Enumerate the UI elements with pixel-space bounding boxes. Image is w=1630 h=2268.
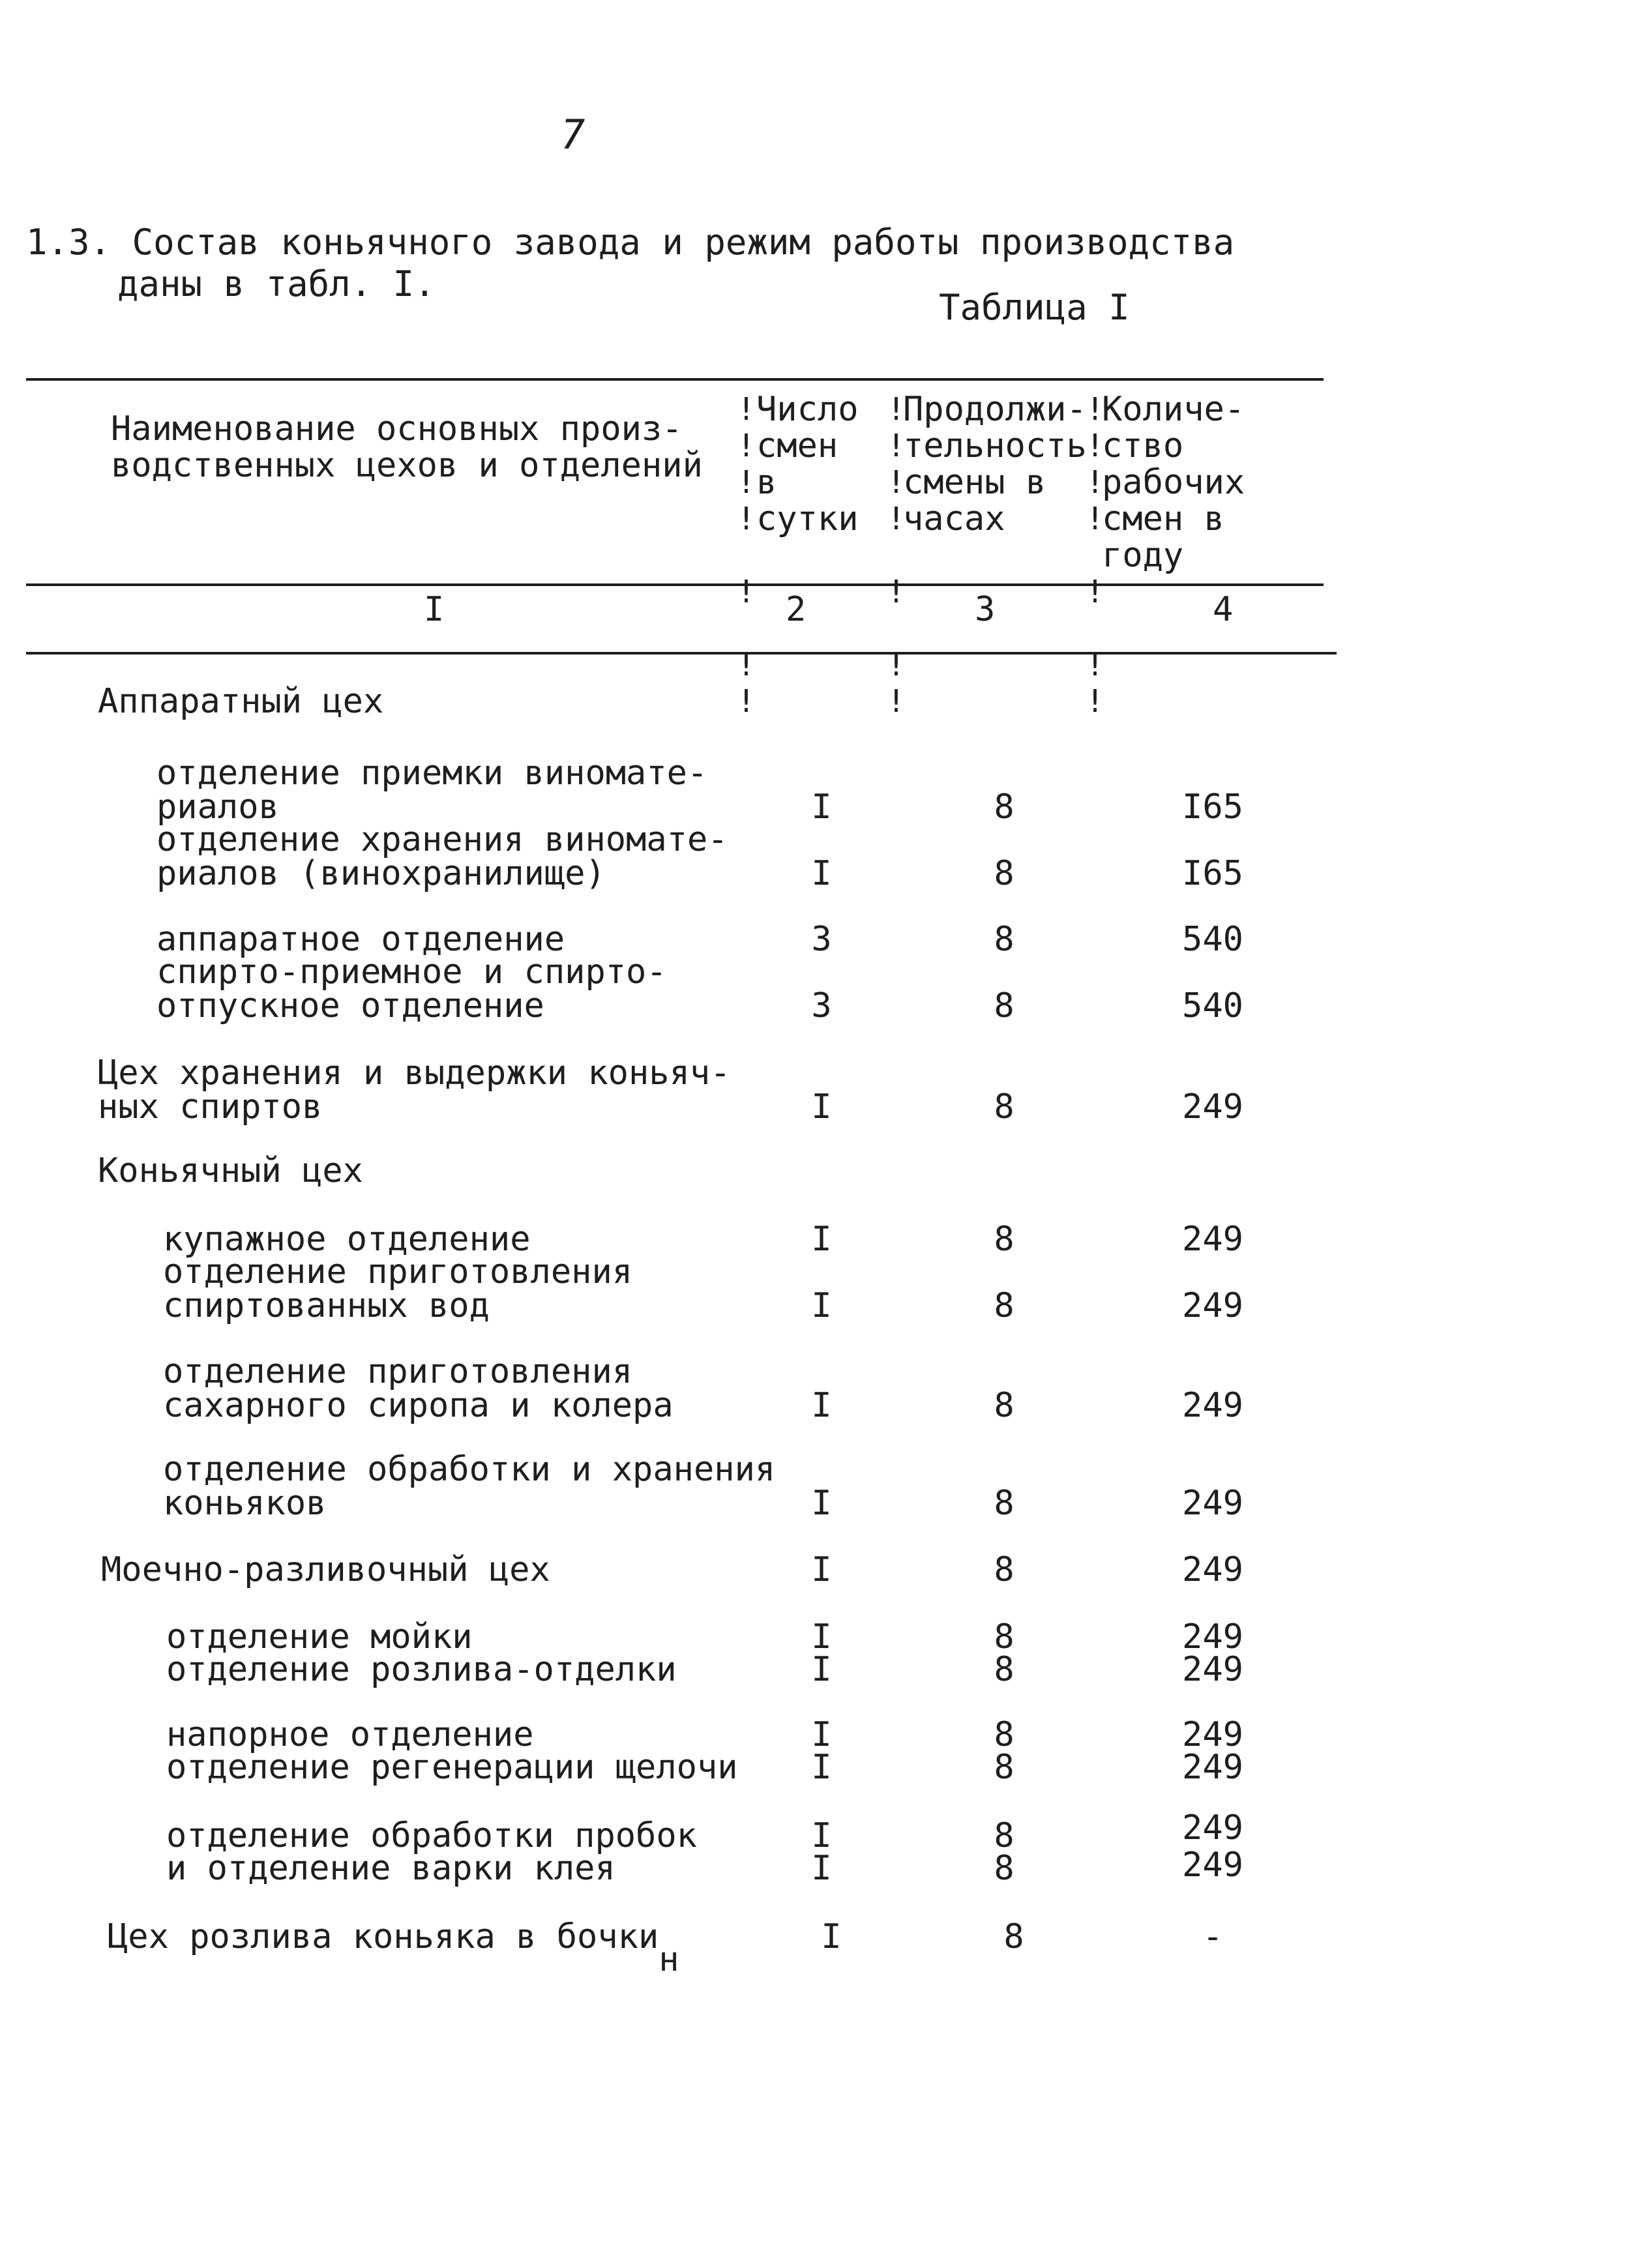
- table-cell-hours: 8: [994, 1286, 1015, 1325]
- table-cell-hours: 8: [994, 1220, 1015, 1259]
- column-separator: ! ! ! ! ! ! !: [1086, 391, 1104, 720]
- table-row-name: спирто-приемное и спирто- отпускное отделение: [156, 952, 667, 1025]
- table-cell-days: 249: [1182, 1550, 1243, 1589]
- table-row-name: отделение хранения виномате- риалов (винохранилище): [156, 820, 728, 893]
- table-row-name: отделение мойки: [166, 1617, 473, 1657]
- header-work-days: Количе- ство рабочих смен в году: [1102, 390, 1245, 575]
- column-number: 3: [975, 590, 996, 629]
- table-cell-shifts: I: [811, 1286, 832, 1325]
- table-cell-shifts: I: [811, 1386, 832, 1425]
- table-cell-hours: 8: [994, 788, 1015, 827]
- table-cell-shifts: I: [811, 1617, 832, 1657]
- table-cell-shifts: I: [811, 1484, 832, 1523]
- table-cell-shifts: I: [811, 1715, 832, 1754]
- table-row-name: отделение приготовления спиртованных вод: [163, 1252, 633, 1325]
- table-row-name: Моечно-разливочный цех: [101, 1550, 550, 1589]
- table-cell-days: 249: [1182, 1220, 1243, 1259]
- table-row-name: Аппаратный цех: [98, 682, 384, 721]
- table-cell-shifts: I: [811, 1220, 832, 1259]
- table-cell-hours: 8: [994, 1087, 1015, 1127]
- column-separator: ! ! ! ! ! ! !: [887, 391, 906, 720]
- table-cell-days: 249: [1182, 1617, 1243, 1657]
- table-row-name: отделение приготовления сахарного сиропа и колера: [163, 1352, 674, 1425]
- table-cell-hours: 8: [994, 1849, 1015, 1888]
- footnote-mark: н: [659, 1940, 679, 1979]
- table-cell-hours: 8: [994, 986, 1015, 1025]
- table-cell-shifts: I: [811, 854, 832, 893]
- column-separator: ! ! ! ! ! ! !: [737, 391, 756, 720]
- table-cell-hours: 8: [1003, 1917, 1024, 1956]
- table-cell-days: 249: [1182, 1650, 1243, 1689]
- table-row-name: отделение обработки и хранения коньяков: [163, 1450, 776, 1523]
- table-row-name: отделение розлива-отделки: [166, 1650, 677, 1689]
- table-cell-shifts: I: [811, 1816, 832, 1855]
- table-cell-hours: 8: [994, 1816, 1015, 1855]
- table-cell-hours: 8: [994, 1748, 1015, 1787]
- table-row-name: Цех хранения и выдержки коньяч- ных спиртов: [98, 1053, 731, 1127]
- table-cell-hours: 8: [994, 1715, 1015, 1754]
- table-cell-days: -: [1202, 1917, 1223, 1956]
- table-cell-days: 249: [1182, 1484, 1243, 1523]
- table-label: Таблица I: [939, 287, 1130, 328]
- table-row-name: [108, 1917, 679, 1979]
- table-cell-days: 249: [1182, 1748, 1243, 1787]
- column-number: I: [424, 590, 445, 629]
- colnum-bottom-rule: [26, 652, 1337, 655]
- page-number: 7: [561, 111, 585, 158]
- table-cell-days: 249: [1182, 1386, 1243, 1425]
- table-cell-shifts: I: [811, 1849, 832, 1888]
- table-cell-days: I65: [1182, 788, 1243, 827]
- table-cell-shifts: I: [811, 1650, 832, 1689]
- intro-line-2: даны в табл. I.: [117, 263, 436, 304]
- header-duration: Продолжи- тельность смены в часах: [903, 390, 1087, 538]
- table-row-name: аппаратное отделение: [156, 920, 565, 959]
- table-cell-hours: 8: [994, 1484, 1015, 1523]
- table-row-name: напорное отделение: [166, 1715, 534, 1754]
- table-cell-shifts: I: [811, 1748, 832, 1787]
- header-bottom-rule: [26, 583, 1324, 586]
- table-cell-hours: 8: [994, 1386, 1015, 1425]
- table-cell-shifts: 3: [811, 920, 832, 959]
- table-cell-days: 540: [1182, 920, 1243, 959]
- table-row-name: отделение приемки виномате- риалов: [156, 754, 708, 827]
- header-shifts: Число смен в сутки: [756, 390, 859, 538]
- table-cell-days: 540: [1182, 986, 1243, 1025]
- table-cell-shifts: I: [811, 1550, 832, 1589]
- table-row-name: Коньячный цех: [98, 1151, 363, 1190]
- table-row-name: отделение обработки пробок: [166, 1816, 697, 1855]
- row-name-text: Цех розлива коньяка в бочки: [108, 1917, 659, 1956]
- table-cell-days: 249: [1182, 1715, 1243, 1754]
- intro-line-1: 1.3. Состав коньячного завода и режим работы производства: [26, 222, 1235, 263]
- table-cell-hours: 8: [994, 1550, 1015, 1589]
- table-cell-hours: 8: [994, 1650, 1015, 1689]
- header-name: Наименование основных произ- водственных цехов и отделений: [111, 409, 703, 485]
- table-row-name: и отделение варки клея: [166, 1849, 615, 1888]
- table-cell-hours: 8: [994, 1617, 1015, 1657]
- table-cell-days: 249: [1182, 1286, 1243, 1325]
- table-cell-hours: 8: [994, 920, 1015, 959]
- table-cell-shifts: I: [811, 1087, 832, 1127]
- column-number: 2: [786, 590, 807, 629]
- table-cell-days: 249: [1182, 1087, 1243, 1127]
- table-row-name: отделение регенерации щелочи: [166, 1748, 738, 1787]
- table-cell-hours: 8: [994, 854, 1015, 893]
- table-cell-shifts: I: [821, 1917, 842, 1956]
- column-number: 4: [1213, 590, 1234, 629]
- table-cell-shifts: I: [811, 788, 832, 827]
- table-cell-shifts: 3: [811, 986, 832, 1025]
- table-cell-days: I65: [1182, 854, 1243, 893]
- table-top-rule: [26, 378, 1324, 381]
- table-cell-days: 249: [1182, 1846, 1243, 1885]
- table-cell-days: 249: [1182, 1808, 1243, 1848]
- table-row-name: купажное отделение: [163, 1220, 531, 1259]
